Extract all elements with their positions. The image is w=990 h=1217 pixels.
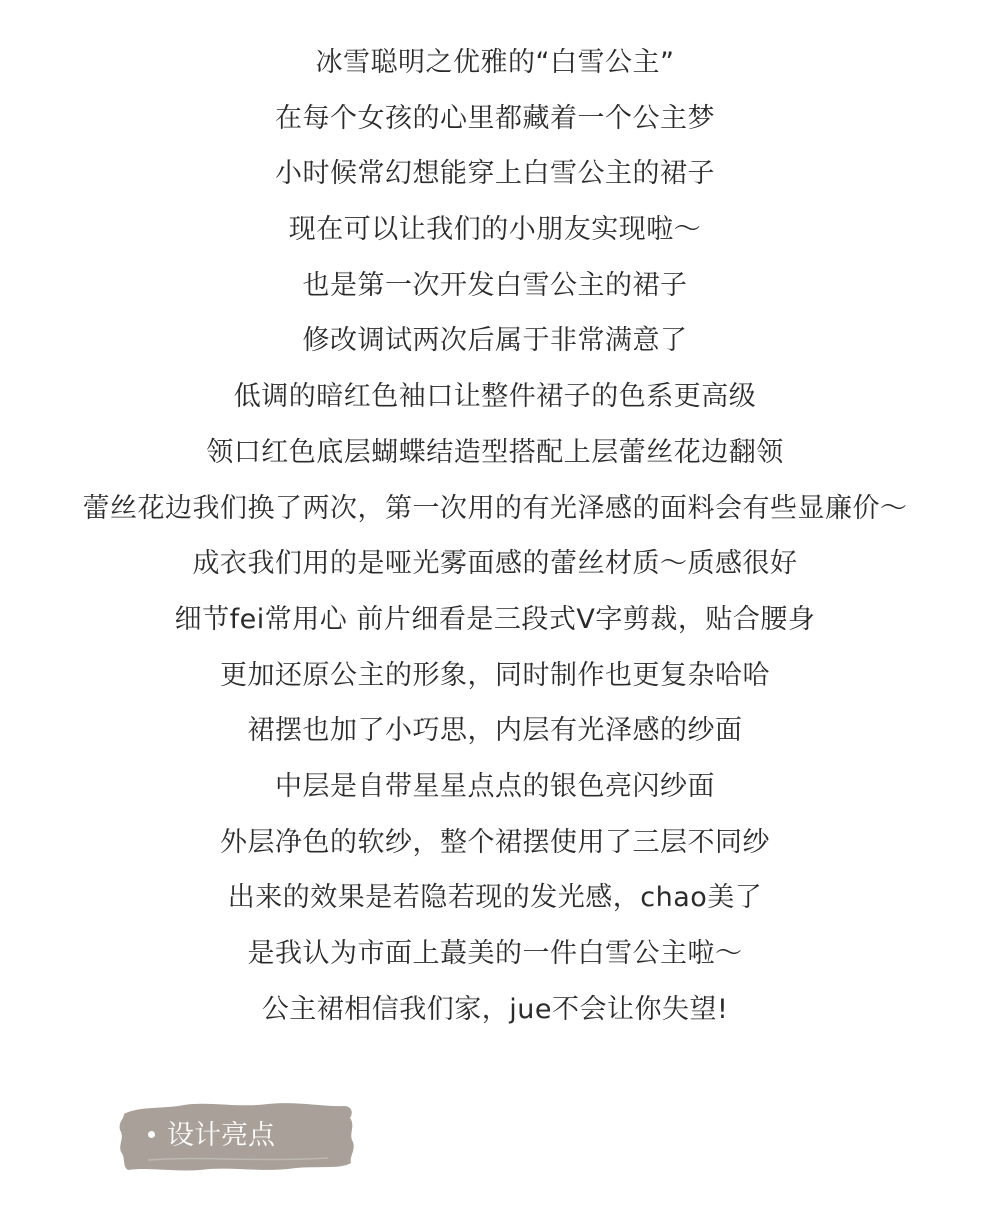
- description-line: 低调的暗红色袖口让整件裙子的色系更高级: [233, 381, 757, 413]
- description-line: 现在可以让我们的小朋友实现啦～: [288, 214, 702, 246]
- description-line: 小时候常幻想能穿上白雪公主的裙子: [275, 158, 715, 190]
- bullet-dot-icon: [148, 1131, 155, 1138]
- description-line: 冰雪聪明之优雅的“白雪公主”: [315, 47, 675, 78]
- description-line: 成衣我们用的是哑光雾面感的蕾丝材质～质感很好: [192, 548, 798, 580]
- description-line: 领口红色底层蝴蝶结造型搭配上层蕾丝花边翻领: [206, 436, 784, 468]
- section-badge-label: 设计亮点: [167, 1120, 275, 1151]
- description-line: 公主裙相信我们家，jue不会让你失望!: [261, 993, 729, 1025]
- description-text-block: [0, 35, 990, 1037]
- description-line: 出来的效果是若隐若现的发光感，chao美了: [227, 882, 763, 914]
- section-badge-design-highlights: [118, 1100, 356, 1172]
- description-line: 细节fei常用心 前片细看是三段式V字剪裁，贴合腰身: [174, 603, 816, 635]
- description-line: 在每个女孩的心里都藏着一个公主梦: [275, 102, 715, 134]
- description-line: 中层是自带星星点点的银色亮闪纱面: [275, 770, 715, 802]
- description-line: 蕾丝花边我们换了两次，第一次用的有光泽感的面料会有些显廉价～: [82, 492, 908, 524]
- description-line: 更加还原公主的形象，同时制作也更复杂哈哈: [220, 659, 770, 691]
- description-line: 裙摆也加了小巧思，内层有光泽感的纱面: [247, 715, 743, 747]
- description-line: 外层净色的软纱，整个裙摆使用了三层不同纱: [220, 826, 770, 858]
- description-line: 是我认为市面上蕞美的一件白雪公主啦～: [247, 938, 743, 969]
- description-line: 修改调试两次后属于非常满意了: [302, 325, 688, 357]
- description-line: 也是第一次开发白雪公主的裙子: [302, 269, 688, 301]
